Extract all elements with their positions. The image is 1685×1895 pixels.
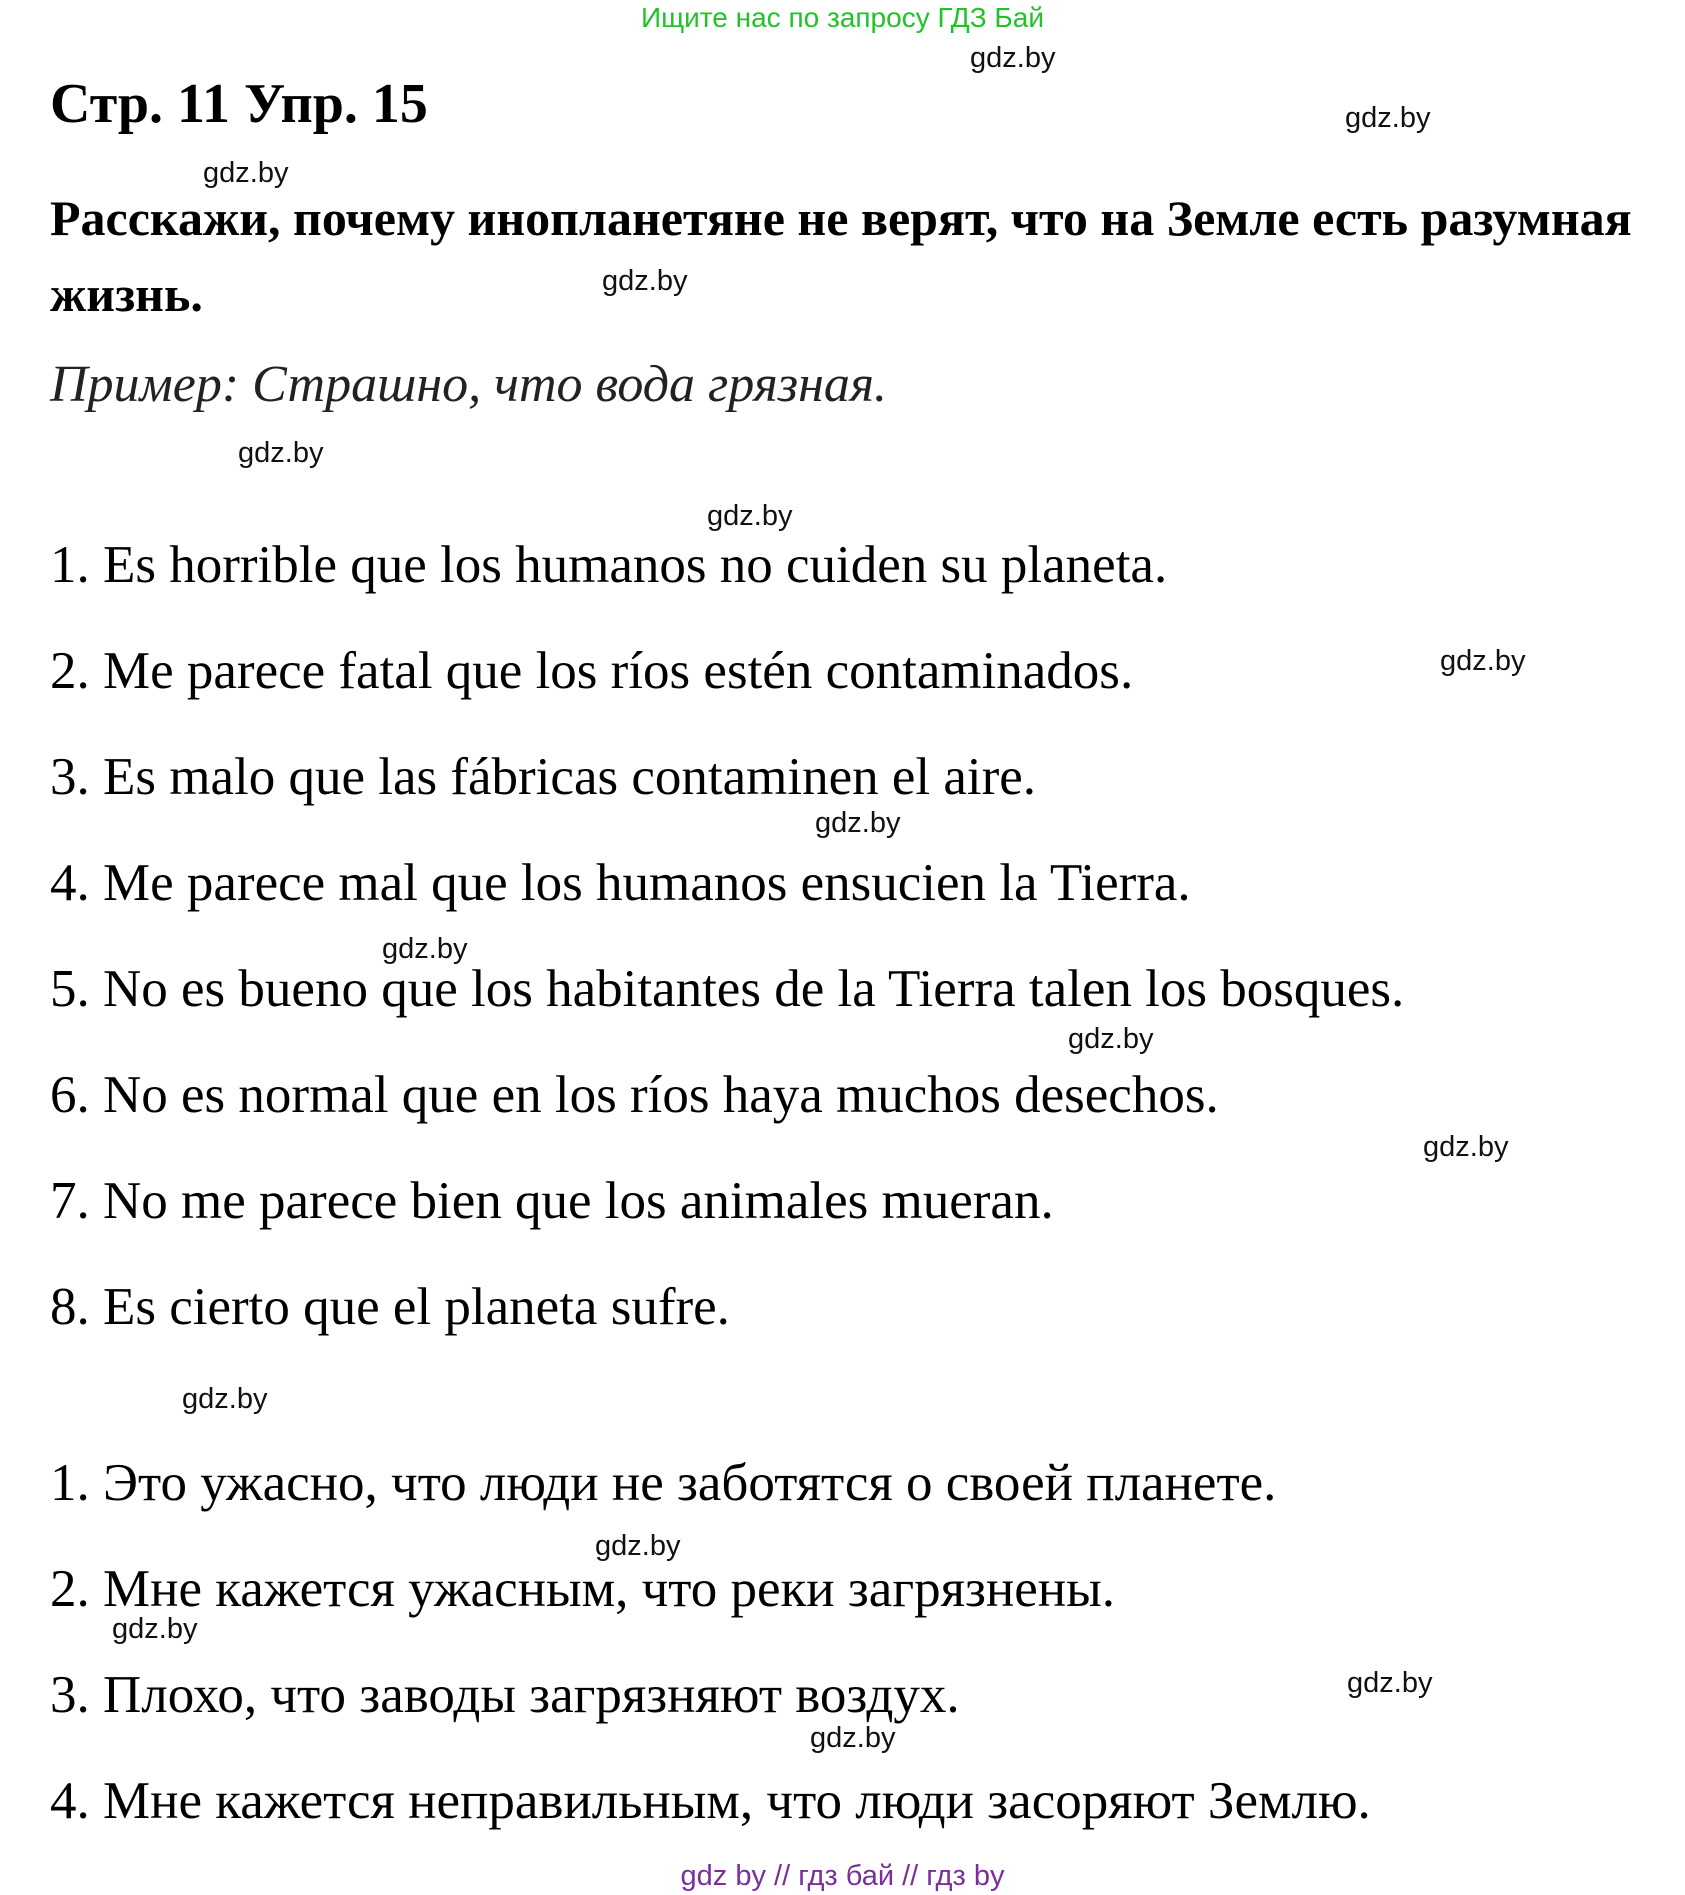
spanish-sentence-6: 6. No es normal que en los ríos haya muchos desechos. <box>50 1066 1219 1124</box>
page-title: Стр. 11 Упр. 15 <box>50 73 428 135</box>
spanish-sentence-3: 3. Es malo que las fábricas contaminen el aire. <box>50 748 1037 806</box>
spanish-sentence-1: 1. Es horrible que los humanos no cuiden su planeta. <box>50 536 1168 594</box>
spanish-sentence-8: 8. Es cierto que el planeta sufre. <box>50 1278 730 1336</box>
watermark: gdz.by <box>182 1383 268 1415</box>
watermark: gdz.by <box>810 1722 896 1754</box>
example-text: Пример: Страшно, что вода грязная. <box>50 356 888 413</box>
watermark: gdz.by <box>1347 1667 1433 1699</box>
watermark: gdz.by <box>1345 102 1431 134</box>
watermark: gdz.by <box>1440 645 1526 677</box>
watermark: gdz.by <box>595 1530 681 1562</box>
watermark: gdz.by <box>112 1613 198 1645</box>
spanish-sentence-7: 7. No me parece bien que los animales mueran. <box>50 1172 1054 1230</box>
watermark: gdz.by <box>970 42 1056 74</box>
watermark: gdz.by <box>602 265 688 297</box>
spanish-sentence-5: 5. No es bueno que los habitantes de la Tierra talen los bosques. <box>50 960 1405 1018</box>
watermark: gdz.by <box>707 500 793 532</box>
watermark: gdz.by <box>382 933 468 965</box>
top-banner: Ищите нас по запросу ГДЗ Бай <box>640 2 1045 33</box>
russian-sentence-4: 4. Мне кажется неправильным, что люди засоряют Землю. <box>50 1772 1371 1830</box>
watermark: gdz.by <box>1068 1023 1154 1055</box>
watermark: gdz.by <box>238 437 324 469</box>
watermark: gdz.by <box>1423 1131 1509 1163</box>
watermark: gdz.by <box>815 807 901 839</box>
footer-watermark: gdz by // гдз бай // гдз by <box>680 1860 1005 1892</box>
spanish-sentence-2: 2. Me parece fatal que los ríos estén contaminados. <box>50 642 1134 700</box>
russian-sentence-3: 3. Плохо, что заводы загрязняют воздух. <box>50 1666 960 1724</box>
russian-sentence-2: 2. Мне кажется ужасным, что реки загрязнены. <box>50 1560 1115 1618</box>
watermark: gdz.by <box>203 157 289 189</box>
task-text: Расскажи, почему инопланетяне не верят, что на Земле есть разумная жизнь. <box>50 190 1632 322</box>
russian-sentence-1: 1. Это ужасно, что люди не заботятся о своей планете. <box>50 1454 1277 1512</box>
spanish-sentence-4: 4. Me parece mal que los humanos ensucien la Tierra. <box>50 854 1191 912</box>
